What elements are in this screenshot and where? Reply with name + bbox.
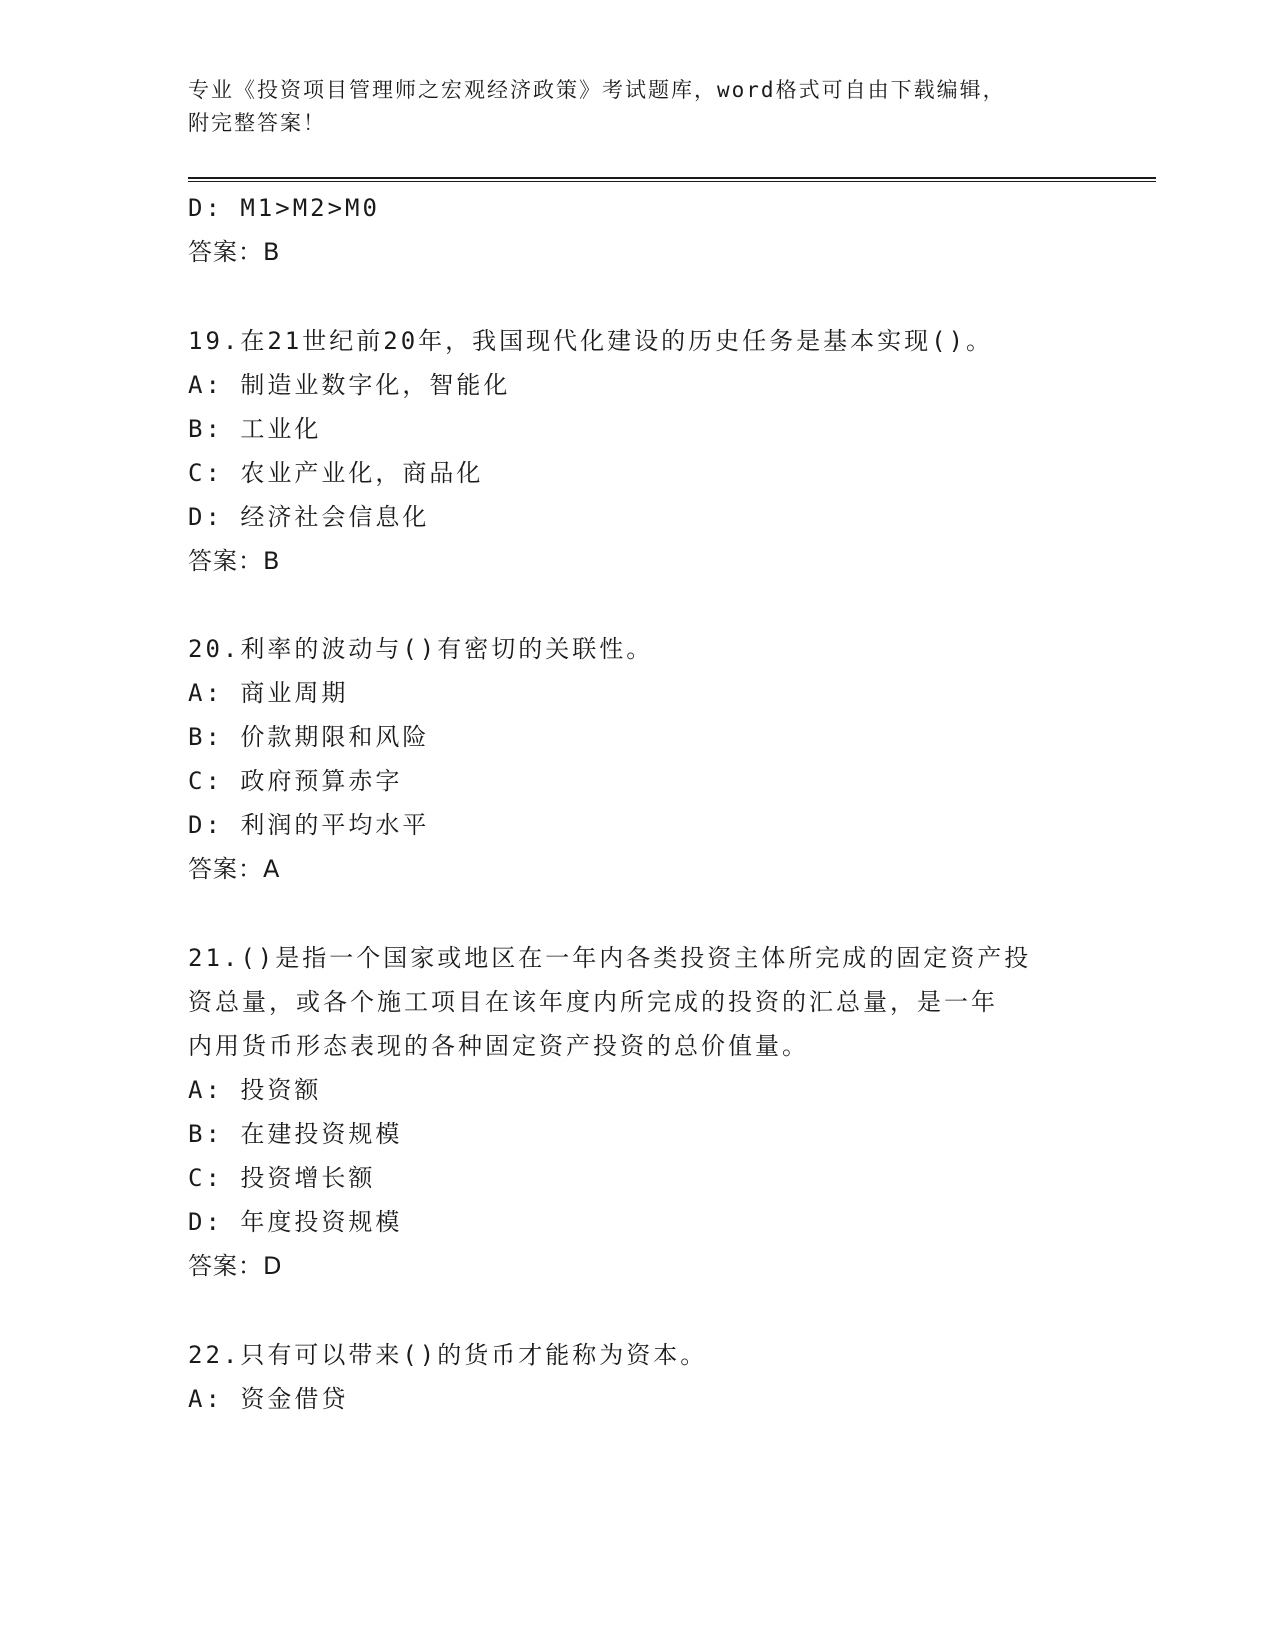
q19-option-c: C: 农业产业化，商品化: [188, 459, 484, 487]
q19-question: 19.在21世纪前20年，我国现代化建设的历史任务是基本实现()。: [188, 327, 994, 355]
q20-option-a: A: 商业周期: [188, 679, 349, 707]
q21-answer: 答案：D: [188, 1252, 283, 1280]
q21-question-line-1: 21.()是指一个国家或地区在一年内各类投资主体所完成的固定资产投: [188, 944, 1032, 972]
header-line-2: 附完整答案！: [188, 111, 326, 135]
header-divider: [188, 177, 1156, 182]
q19-option-b: B: 工业化: [188, 415, 322, 443]
q20-option-c: C: 政府预算赤字: [188, 767, 403, 795]
q19-answer: 答案：B: [188, 547, 281, 575]
q21-option-b: B: 在建投资规模: [188, 1120, 403, 1148]
q20-option-d: D: 利润的平均水平: [188, 811, 430, 839]
q21-option-d: D: 年度投资规模: [188, 1208, 403, 1236]
q22-option-a: A: 资金借贷: [188, 1385, 349, 1413]
q19-option-d: D: 经济社会信息化: [188, 503, 430, 531]
q19-option-a: A: 制造业数字化，智能化: [188, 371, 511, 399]
q21-question-line-2: 资总量，或各个施工项目在该年度内所完成的投资的汇总量，是一年: [188, 988, 998, 1016]
q20-option-b: B: 价款期限和风险: [188, 723, 430, 751]
q20-question: 20.利率的波动与()有密切的关联性。: [188, 635, 654, 663]
prev-answer: 答案：B: [188, 238, 281, 266]
q22-question: 22.只有可以带来()的货币才能称为资本。: [188, 1341, 708, 1369]
document-header: [188, 74, 1088, 140]
prev-option-d: D: M1>M2>M0: [188, 194, 380, 222]
header-line-1: 专业《投资项目管理师之宏观经济政策》考试题库，word格式可自由下载编辑，: [188, 78, 1006, 102]
q21-question-line-3: 内用货币形态表现的各种固定资产投资的总价值量。: [188, 1032, 809, 1060]
q21-option-a: A: 投资额: [188, 1076, 322, 1104]
q20-answer: 答案：A: [188, 855, 281, 883]
q21-option-c: C: 投资增长额: [188, 1164, 376, 1192]
